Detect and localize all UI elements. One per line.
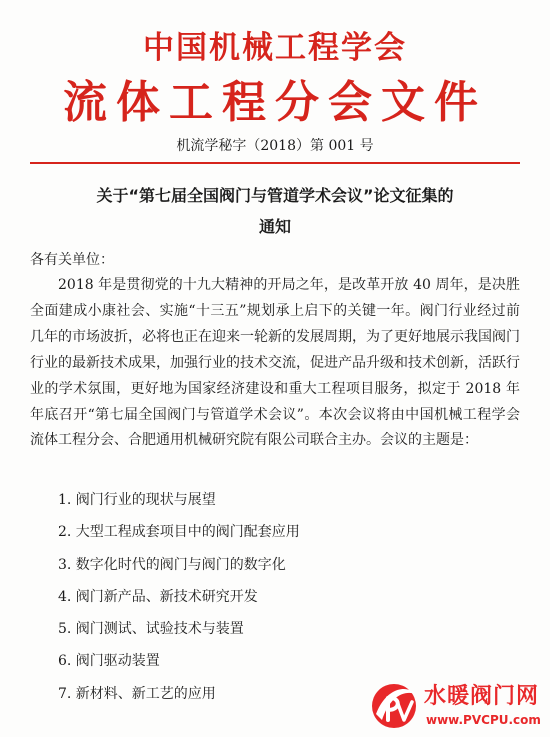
topic-item: 3. 数字化时代的阀门与阀门的数字化	[58, 556, 286, 573]
doc-number: 机流学秘字（2018）第 001 号	[176, 138, 374, 154]
salutation: 各有关单位：	[30, 252, 114, 268]
org-name-heading: 中国机械工程学会	[143, 30, 407, 66]
topic-item: 4. 阀门新产品、新技术研究开发	[58, 588, 258, 605]
watermark-url: www.PVCPU.com	[426, 713, 541, 727]
doc-type-heading: 流体工程分会文件	[63, 77, 487, 128]
topic-item: 7. 新材料、新工艺的应用	[58, 685, 216, 702]
watermark-site-name: 水暖阀门网	[424, 684, 540, 709]
topic-item: 2. 大型工程成套项目中的阀门配套应用	[58, 524, 300, 541]
header-divider	[30, 162, 520, 164]
notice-title-line-1: 关于“第七届全国阀门与管道学术会议”论文征集的	[96, 186, 454, 205]
topic-item: 1. 阀门行业的现状与展望	[58, 492, 216, 508]
body-paragraph: 2018 年是贯彻党的十九大精神的开局之年，是改革开放 40 周年，是决胜全面建成小康社会、实施“十三五”规划承上启下的关键一年。阀门行业经过前几年的市场波折，必将也正在迎来一轮新的发展周期，为了更好地展示我国阀门行业的最新技术成果，加强行业的技术交流，促进产品升级和技术创新，活跃行业的学术氛围，更好地为国家经济建设和重大工程项目服务，拟定于 2018 年年底召开“第七届全国阀门与管道学术会议”。本次会议将由中国机械工程学会流体工程分会、合肥通用机械研究院有限公司联合主办。会议的主题是：	[30, 277, 520, 449]
topic-item: 6. 阀门驱动装置	[58, 653, 160, 670]
site-watermark	[368, 680, 540, 732]
topic-list	[58, 491, 300, 717]
notice-title-line-2: 通知	[258, 217, 291, 236]
topic-item: 5. 阀门测试、试验技术与装置	[58, 621, 244, 638]
pv-swoosh-logo-icon	[368, 680, 420, 732]
